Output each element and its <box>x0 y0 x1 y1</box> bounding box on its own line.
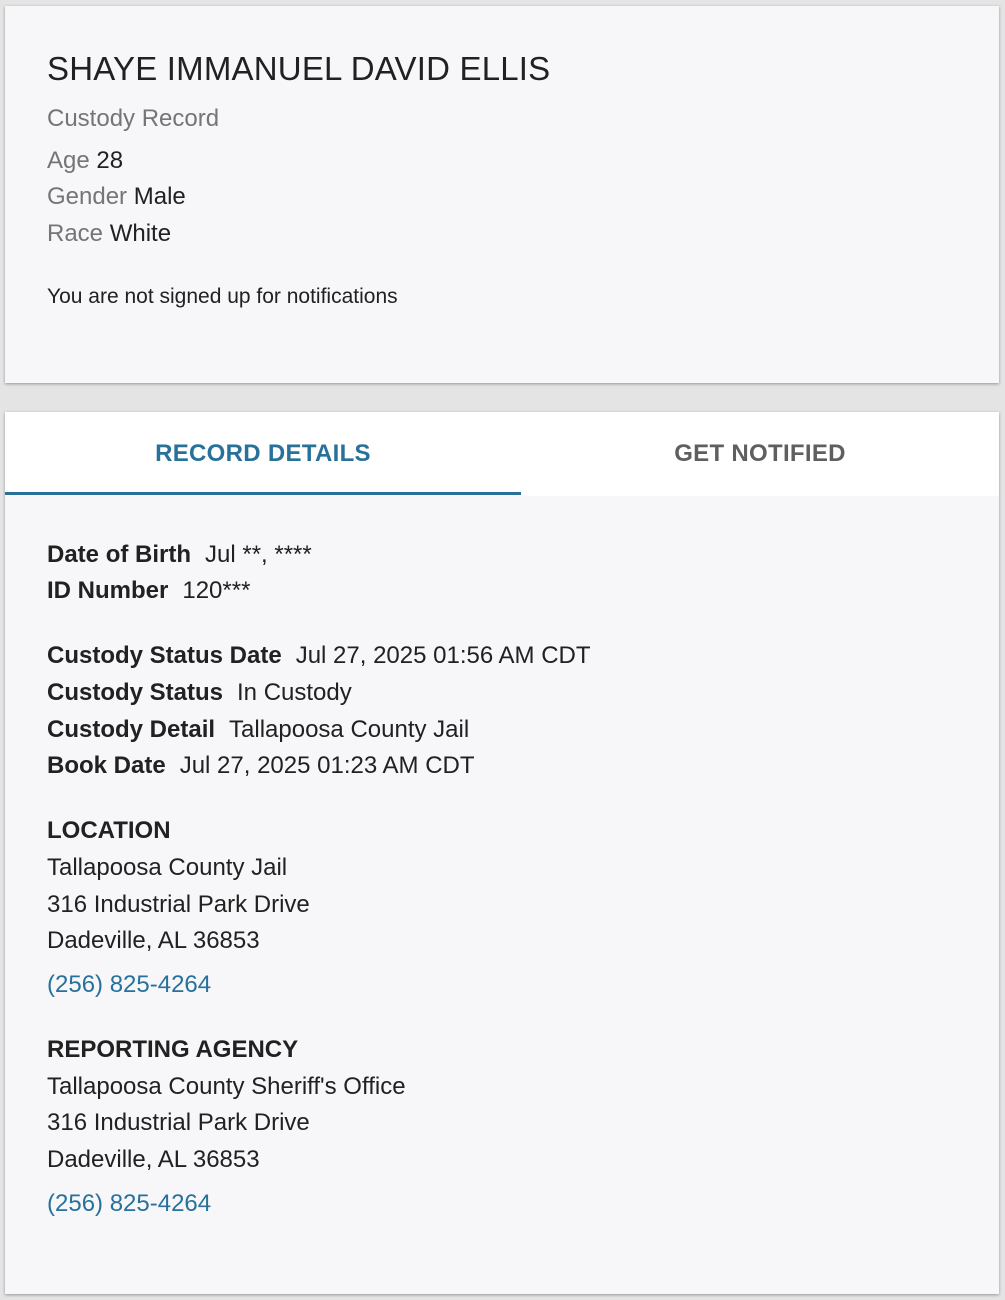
race-row <box>47 220 171 248</box>
book-date-row <box>47 752 475 780</box>
gender-label: Gender <box>47 183 128 210</box>
details-card <box>5 412 999 1294</box>
custody-detail-value: Tallapoosa County Jail <box>229 716 470 743</box>
custody-status-row <box>47 679 352 707</box>
age-label: Age <box>47 147 90 174</box>
tab-get-notified[interactable]: GET NOTIFIED <box>674 440 846 467</box>
custody-detail-row <box>47 716 469 744</box>
custody-status-label: Custody Status <box>47 679 224 706</box>
summary-card <box>5 6 999 383</box>
custody-status-date-value: Jul 27, 2025 01:56 AM CDT <box>295 642 591 669</box>
location-heading: LOCATION <box>47 817 171 844</box>
agency-phone-link[interactable]: (256) 825-4264 <box>47 1190 212 1217</box>
tab-record-details[interactable]: RECORD DETAILS <box>155 440 371 467</box>
dob-label: Date of Birth <box>47 541 191 568</box>
agency-heading: REPORTING AGENCY <box>47 1036 299 1063</box>
agency-city: Dadeville, AL 36853 <box>47 1146 260 1173</box>
custody-status-value: In Custody <box>237 679 352 706</box>
active-tab-indicator <box>5 492 521 495</box>
dob-value: Jul **, **** <box>205 541 312 568</box>
agency-street: 316 Industrial Park Drive <box>47 1109 310 1136</box>
gender-row <box>47 183 186 211</box>
custody-detail-label: Custody Detail <box>47 716 216 743</box>
location-street: 316 Industrial Park Drive <box>47 891 310 918</box>
agency-name: Tallapoosa County Sheriff's Office <box>47 1073 406 1100</box>
id-row <box>47 577 250 605</box>
location-name: Tallapoosa County Jail <box>47 854 288 881</box>
notification-status: You are not signed up for notifications <box>47 285 398 308</box>
record-type: Custody Record <box>47 105 220 132</box>
race-label: Race <box>47 220 104 247</box>
gender-value: Male <box>133 183 186 210</box>
custody-status-date-row <box>47 642 591 670</box>
custody-status-date-label: Custody Status Date <box>47 642 282 669</box>
id-value: 120*** <box>182 577 251 604</box>
book-date-value: Jul 27, 2025 01:23 AM CDT <box>179 752 475 779</box>
dob-row <box>47 541 312 569</box>
age-value: 28 <box>96 147 124 174</box>
race-value: White <box>109 220 172 247</box>
book-date-label: Book Date <box>47 752 166 779</box>
tab-bar <box>5 412 999 496</box>
age-row <box>47 147 123 175</box>
person-name: SHAYE IMMANUEL DAVID ELLIS <box>47 50 551 87</box>
location-phone-link[interactable]: (256) 825-4264 <box>47 971 212 998</box>
id-label: ID Number <box>47 577 169 604</box>
location-city: Dadeville, AL 36853 <box>47 927 260 954</box>
